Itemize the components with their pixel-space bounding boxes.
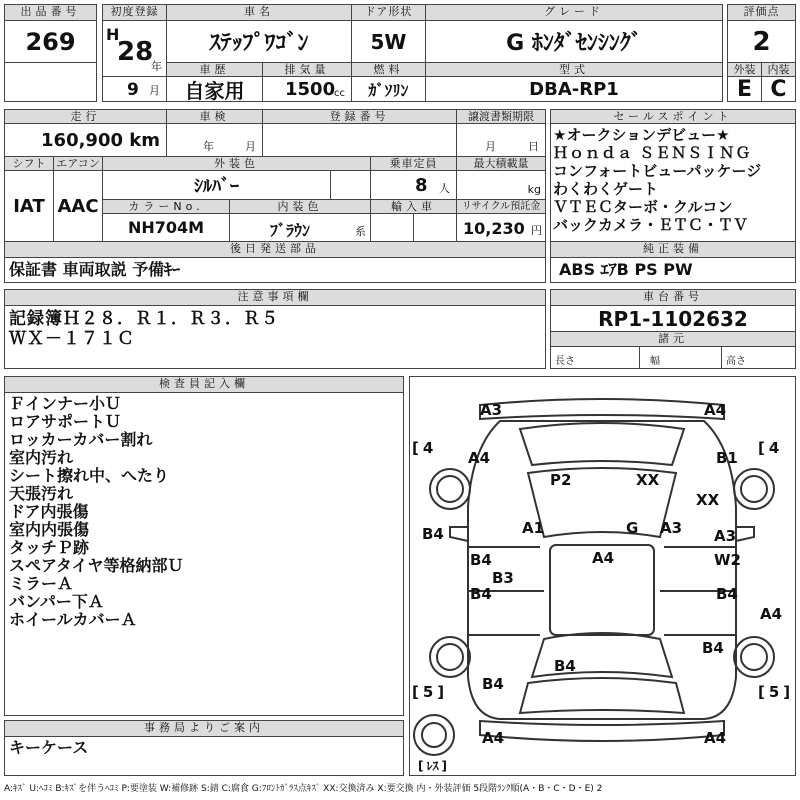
import-cell <box>370 213 457 242</box>
chassis-label: 車台番号 <box>550 289 796 306</box>
tire-tag-fr: [ 4 <box>758 439 780 457</box>
sales-point-3: コンフォートビューパッケージ <box>553 162 762 180</box>
aircon: AAC <box>53 170 103 242</box>
exterior-label: 外装 <box>727 62 762 77</box>
damage-mark: A4 <box>704 401 727 419</box>
lot-label: 出品番号 <box>4 4 97 21</box>
displacement-label: 排気量 <box>262 62 352 77</box>
inspector-box <box>4 392 404 716</box>
recycle-cell <box>456 213 546 242</box>
model-label: 型式 <box>425 62 723 77</box>
inspector-line: 室内汚れ <box>9 448 74 467</box>
sales-points-box <box>550 123 796 242</box>
year-unit: 年 <box>151 60 162 73</box>
inspector-line: ミラーＡ <box>9 574 74 593</box>
damage-mark: A4 <box>760 605 783 623</box>
inspector-line: Ｆインナー小Ｕ <box>9 394 122 413</box>
grade: G ﾎﾝﾀﾞｾﾝｼﾝｸﾞ <box>425 20 723 63</box>
color-no: NH704M <box>102 213 230 242</box>
sales-point-4: わくわくゲート <box>553 180 659 198</box>
inspector-line: スペアタイヤ等格納部Ｕ <box>9 556 184 575</box>
tire-tag-spare: [ ﾚｽ ] <box>418 759 447 773</box>
damage-mark: B3 <box>492 569 514 587</box>
color-label: 外装色 <box>102 156 371 171</box>
car-outline <box>410 377 795 775</box>
color: ｼﾙﾊﾞｰ <box>102 170 331 200</box>
door-type: 5W <box>351 20 426 63</box>
car-name: ｽﾃｯﾌﾟﾜｺﾞﾝ <box>166 20 352 63</box>
score: 2 <box>727 20 796 63</box>
shift-label: シフト <box>4 156 54 171</box>
damage-mark: XX <box>636 471 660 489</box>
inspector-line: 室内内張傷 <box>9 520 90 539</box>
sales-point-5: ＶＴＥＣターボ・クルコン <box>553 198 733 216</box>
legend: A:ｷｽﾞ U:ﾍｺﾐ B:ｷｽﾞを伴うﾍｺﾐ P:要塗装 W:補修跡 S:錆 C:腐食 G:ﾌﾛﾝﾄｶﾞﾗｽ点ｷｽﾞ XX:交換済み X:要交換 内・外装評価 5段階ﾗﾝｸ順(A・B・C・D・E) 2 <box>4 784 603 794</box>
damage-mark: A4 <box>468 449 491 467</box>
lot-blank <box>4 62 97 102</box>
name-label: 車名 <box>166 4 352 21</box>
load-cell <box>456 170 546 200</box>
shift: IAT <box>4 170 54 242</box>
length-cell <box>550 346 640 369</box>
interior-color: ﾌﾞﾗｳﾝ <box>270 221 311 240</box>
tire-tag-rr: [ 5 ] <box>758 683 791 701</box>
damage-mark: B4 <box>470 551 492 569</box>
plate-cell <box>262 123 457 157</box>
height-label: 高さ <box>726 356 746 367</box>
tire-tag-rl: [ 5 ] <box>412 683 445 701</box>
recycle: 10,230 <box>463 219 525 238</box>
sales-point-1: ★オークションデビュー★ <box>553 126 730 144</box>
exterior-score: E <box>727 76 762 102</box>
reg-month-cell <box>102 76 167 102</box>
history: 自家用 <box>166 76 263 102</box>
damage-mark: B4 <box>716 585 738 603</box>
recycle-unit: 円 <box>531 224 542 237</box>
insp-year-unit: 年 <box>203 140 214 153</box>
transfer-month: 月 <box>485 140 496 153</box>
office-label: 事務局よりご案内 <box>4 720 404 737</box>
history-label: 車歴 <box>166 62 263 77</box>
seats: 8 <box>415 175 428 196</box>
tire-tag-fl: [ 4 <box>412 439 434 457</box>
era: H <box>106 25 120 44</box>
damage-mark: A4 <box>482 729 505 747</box>
model: DBA-RP1 <box>425 76 723 102</box>
damage-mark: B4 <box>470 585 492 603</box>
damage-mark: G <box>626 519 639 537</box>
damage-mark: A4 <box>592 549 615 567</box>
color-no-label: カラーNo. <box>102 199 230 214</box>
damage-mark: A4 <box>704 729 727 747</box>
reg-year: 28 <box>117 37 154 67</box>
transfer-day: 日 <box>528 140 539 153</box>
load-label: 最大積載量 <box>456 156 546 171</box>
grade-label: グレード <box>425 4 723 21</box>
notes-line-2: ＷＸ－１７１Ｃ <box>9 329 135 349</box>
inspector-line: ロアサポートＵ <box>9 412 122 431</box>
insp-month-unit: 月 <box>245 140 256 153</box>
fuel-label: 燃料 <box>351 62 426 77</box>
inspector-line: ドア内張傷 <box>9 502 89 521</box>
import-label: 輸入車 <box>370 199 457 214</box>
damage-mark: B1 <box>716 449 738 467</box>
sales-points-label: セールスポイント <box>550 109 796 124</box>
damage-mark: A3 <box>480 401 503 419</box>
inspector-line: バンパー下Ａ <box>9 592 104 611</box>
seats-label: 乗車定員 <box>370 156 457 171</box>
length-label: 長さ <box>555 356 575 367</box>
interior-color-label: 内装色 <box>229 199 371 214</box>
office-value: キーケース <box>9 738 89 757</box>
notes-box <box>4 305 546 369</box>
damage-mark: B4 <box>422 525 444 543</box>
seats-unit: 人 <box>439 182 450 195</box>
damage-mark: B4 <box>482 675 504 693</box>
seats-cell <box>370 170 457 200</box>
mileage: 160,900 km <box>4 123 167 157</box>
dimensions-label: 諸元 <box>550 331 796 347</box>
load-unit: kg <box>527 183 541 196</box>
reg-month: 9 <box>127 80 139 100</box>
inspector-line: ロッカーカバー割れ <box>9 430 153 449</box>
inspector-line: シート擦れ中、へたり <box>9 466 170 485</box>
transfer-cell <box>456 123 546 157</box>
displacement-cell <box>262 76 352 102</box>
damage-diagram <box>409 376 796 776</box>
plate-label: 登録番号 <box>262 109 457 124</box>
height-cell <box>721 346 796 369</box>
inspection-label: 車検 <box>166 109 263 124</box>
score-label: 評価点 <box>727 4 796 21</box>
shipping-label: 後日発送部品 <box>4 241 546 258</box>
damage-mark: A1 <box>522 519 545 537</box>
damage-mark: XX <box>696 491 720 509</box>
chassis-number: RP1-1102632 <box>550 305 796 332</box>
office-box <box>4 736 404 776</box>
mileage-label: 走行 <box>4 109 167 124</box>
width-label: 幅 <box>650 356 660 367</box>
interior-score: C <box>761 76 796 102</box>
color-extra <box>330 170 371 200</box>
displacement: 1500 <box>285 79 336 100</box>
door-label: ドア形状 <box>351 4 426 21</box>
ac-label: エアコン <box>53 156 103 171</box>
inspector-line: 天張汚れ <box>9 484 74 503</box>
month-unit: 月 <box>149 84 160 97</box>
width-cell <box>639 346 722 369</box>
notes-line-1: 記録簿Ｈ２８．Ｒ１．Ｒ３．Ｒ５ <box>9 309 279 329</box>
equipment-label: 純正装備 <box>550 241 796 258</box>
transfer-label: 譲渡書類期限 <box>456 109 546 124</box>
damage-mark: B4 <box>554 657 576 675</box>
equipment-value: ABS ｴｱB PS PW <box>559 260 693 279</box>
inspection-cell <box>166 123 263 157</box>
shipping-value: 保証書 車両取説 予備ｷｰ <box>9 260 181 279</box>
inspector-label: 検査員記入欄 <box>4 376 404 393</box>
fuel: ｶﾞｿﾘﾝ <box>351 76 426 102</box>
sales-point-6: バックカメラ・ＥＴＣ・ＴＶ <box>553 216 749 234</box>
interior-color-unit: 系 <box>355 225 366 238</box>
lot-number: 269 <box>4 20 97 63</box>
damage-mark: P2 <box>550 471 572 489</box>
inspector-line: ホイールカバーＡ <box>9 610 137 629</box>
damage-mark: W2 <box>714 551 741 569</box>
reg-year-cell <box>102 20 167 77</box>
recycle-label: リサイクル預託金 <box>456 199 546 214</box>
shipping-box <box>4 257 546 283</box>
damage-mark: A3 <box>660 519 683 537</box>
reg-label: 初度登録 <box>102 4 167 21</box>
damage-mark: A3 <box>714 527 737 545</box>
cc-unit: cc <box>334 88 345 99</box>
sales-point-2: Ｈｏｎｄａ ＳＥＮＳＩＮＧ <box>553 144 752 162</box>
interior-label: 内装 <box>761 62 796 77</box>
equipment-box <box>550 257 796 283</box>
notes-label: 注意事項欄 <box>4 289 546 306</box>
damage-mark: B4 <box>702 639 724 657</box>
inspector-line: タッチＰ跡 <box>9 538 90 557</box>
interior-color-cell <box>229 213 371 242</box>
